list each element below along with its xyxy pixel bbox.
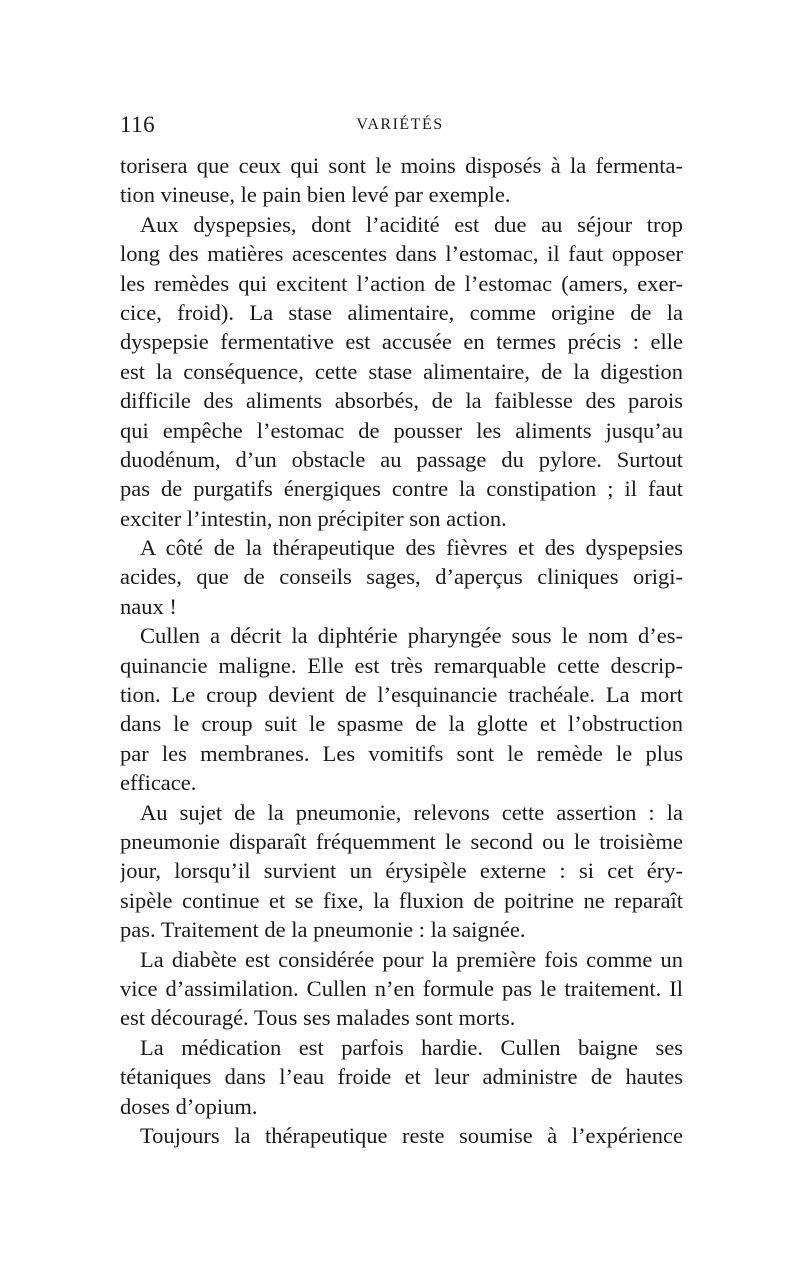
text-line: Cullen a décrit la diphtérie pharyngée sous le nom d’es- [140,623,683,649]
text-line: pas. Traitement de la pneumonie : la saignée. [120,917,526,943]
text-line: dyspepsie fermentative est accusée en termes précis : elle [120,329,683,355]
text-line: duodénum, d’un obstacle au passage du pylore. Surtout [120,446,683,472]
page-header [120,112,680,152]
text-line: les remèdes qui excitent l’action de l’estomac (amers, exer- [120,270,683,296]
text-line: est la conséquence, cette stase alimentaire, de la digestion [120,358,683,384]
text-line: tétaniques dans l’eau froide et leur administre de hautes [120,1064,683,1090]
text-line: vice d’assimilation. Cullen n’en formule pas le traitement. Il [120,975,683,1001]
text-line: Aux dyspepsies, dont l’acidité est due au séjour trop [140,211,683,237]
text-line: difficile des aliments absorbés, de la faiblesse des parois [120,388,683,414]
page-number: 116 [120,112,156,137]
running-head: VARIÉTÉS [356,116,444,133]
text-line: pneumonie disparaît fréquemment le second ou le troisième [120,828,683,854]
text-line: tion. Le croup devient de l’esquinancie trachéale. La mort [120,682,683,708]
text-line: exciter l’intestin, non précipiter son action. [120,505,507,531]
text-line: quinancie maligne. Elle est très remarquable cette descrip- [120,652,683,678]
text-line: A côté de la thérapeutique des fièvres et des dyspepsies [140,535,683,561]
text-line: cice, froid). La stase alimentaire, comme origine de la [120,299,683,325]
text-line: dans le croup suit le spasme de la glotte et l’obstruction [120,711,683,737]
text-line: tion vineuse, le pain bien levé par exemple. [120,182,511,208]
text-line: Au sujet de la pneumonie, relevons cette assertion : la [140,799,683,825]
body-text [120,151,683,1150]
text-line: efficace. [120,770,197,796]
text-line: acides, que de conseils sages, d’aperçus cliniques origi- [120,564,683,590]
text-line: torisera que ceux qui sont le moins disposés à la fermenta- [120,153,683,178]
text-line: La médication est parfois hardie. Cullen baigne ses [140,1034,683,1060]
text-line: est découragé. Tous ses malades sont morts. [120,1005,516,1031]
text-line: pas de purgatifs énergiques contre la constipation ; il faut [120,476,683,502]
text-line: jour, lorsqu’il survient un érysipèle externe : si cet éry- [120,858,683,884]
text-line: naux ! [120,593,177,619]
text-line: long des matières acescentes dans l’estomac, il faut opposer [120,241,683,267]
text-line: La diabète est considérée pour la première fois comme un [140,946,683,972]
text-line: qui empêche l’estomac de pousser les aliments jusqu’au [120,417,683,443]
text-line: doses d’opium. [120,1093,258,1119]
text-line: sipèle continue et se fixe, la fluxion de poitrine ne reparaît [120,887,683,913]
text-line: par les membranes. Les vomitifs sont le remède le plus [120,740,683,766]
text-line: Toujours la thérapeutique reste soumise à l’expérience [140,1122,683,1148]
